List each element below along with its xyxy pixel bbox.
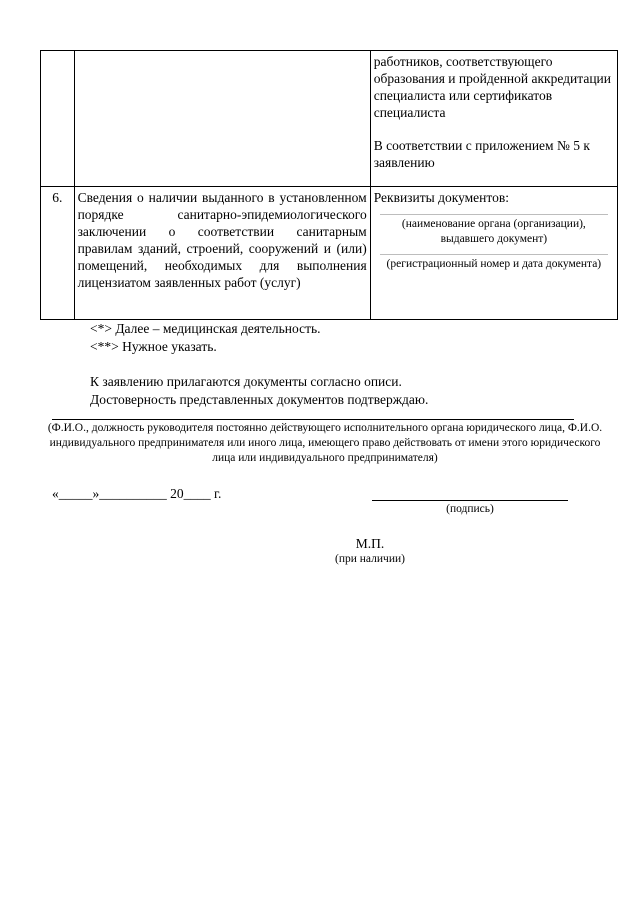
signature-caption: (подпись) <box>446 503 494 515</box>
signature-line <box>372 500 568 501</box>
person-name-line <box>52 419 574 420</box>
person-caption: (Ф.И.О., должность руководителя постоянно действующего исполнительного органа юридического лица, Ф.И.О. индивидуального предпринимателя или иного лица, имеющего право действовать от имени этого юридического лица или индивидуального предпринимателя) <box>47 422 603 464</box>
seal-caption: (при наличии) <box>335 553 405 565</box>
row-description-cell: Сведения о наличии выданного в установленном порядке санитарно-эпидемиологического заключении о соответствии санитарным правилам зданий, строений, сооружений и (или) помещений, необходимых для выполнения лицензиатом заявленных работ (услуг) <box>74 187 370 320</box>
attachments-text: К заявлению прилагаются документы согласно описи. <box>90 374 402 389</box>
regnum-line <box>380 254 608 255</box>
row-requisites-cell <box>370 51 617 187</box>
regnum-caption: (регистрационный номер и дата документа) <box>386 258 602 270</box>
appendix-reference-text: В соответствии с приложением № 5 к заявлению <box>373 138 590 170</box>
footnote-1: <*> Далее – медицинская деятельность. <box>90 321 321 336</box>
seal-label: М.П. <box>355 536 385 551</box>
row-number-cell <box>41 51 75 187</box>
footnote-2: <**> Нужное указать. <box>90 339 217 354</box>
requisites-label: Реквизиты документов: <box>373 190 509 205</box>
row-number-cell: 6. <box>41 187 75 320</box>
table-row <box>41 51 618 187</box>
row-description-cell <box>74 51 370 187</box>
date-line: «_____»__________ 20____ г. <box>52 486 222 501</box>
staff-requirements-text: работников, соответствующего образования и пройденной аккредитации специалиста или сертификатов специалиста <box>373 54 611 120</box>
org-name-caption: (наименование органа (организации), выдавшего документ) <box>401 218 586 245</box>
confirmation-text: Достоверность представленных документов подтверждаю. <box>90 392 429 407</box>
application-table <box>40 50 618 320</box>
org-name-line <box>380 214 608 215</box>
table-row <box>41 187 618 320</box>
row-requisites-cell <box>370 187 617 320</box>
